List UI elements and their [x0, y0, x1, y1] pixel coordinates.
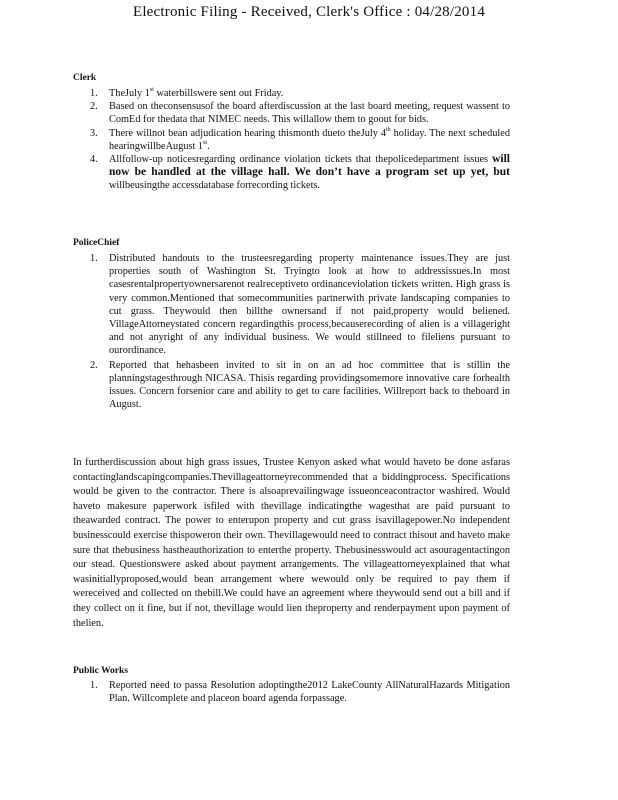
section-label-police-chief: PoliceChief — [73, 238, 120, 248]
filing-header: Electronic Filing - Received, Clerk's Office : 04/28/2014 — [132, 4, 486, 20]
list-item: 3. There willnot bean adjudication hearing thismonth dueto theJuly 4th holiday. The next scheduled hearingwillbeAugust 1st. — [90, 126, 511, 152]
list-item: 2. Based on theconsensusof the board afterdiscussion at the last board meeting, request wassent to ComEd for thedata that NIMEC needs. This willallow them to goout for bids. — [90, 101, 510, 126]
list-item: 4. Allfollow-up noticesregarding ordinance violation tickets that thepolicedepartment issues will now be handled at the village hall. We don’t have a program set up yet, but willbeusingthe accessdatabase forrecording tickets. — [90, 153, 510, 192]
public-works-list — [90, 679, 510, 705]
list-item: 1. Reported need to passa Resolution adoptingthe2012 LakeCounty AllNaturalHazards Mitigation Plan. Willcomplete and placeon board agenda forpassage. — [90, 680, 510, 705]
clerk-list — [90, 87, 511, 193]
list-item: 1. Distributed handouts to the trusteesregarding property maintenance issues.They are just properties south of Washington St. Tryingto look at how to addressissues.In most casesrentalpropertyownersarenot realreceptiveto ordinanceviolation tickets written. High grass is very common.Mentioned that somecommunities partnerwith private landscaping companies to cut grass. Theywould then billthe ownersand if not paid,property would beliened. VillageAttorneystated concern regardingthis process,becauserecording of alien is a villageright and not anyright of any individual business. We would stillneed to fileliens pursuant to ourordinance. — [90, 253, 510, 357]
bold-note: will now be handled at the village hall. We don’t have a program set up yet, but — [109, 153, 510, 179]
section-label-public-works: Public Works — [73, 666, 128, 676]
list-item: 2. Reported that hehasbeen invited to sit in on an ad hoc committee that is stillin the planningstagesthrough NICASA. Thisis regarding providingsomemore innovative care forhealth issues. Concern forsenior care and ability to get to care facilities. Willreport back to theboard in August. — [90, 359, 510, 411]
discussion-paragraph: In furtherdiscussion about high grass issues, Trustee Kenyon asked what would haveto be done asfaras contactinglandscapingcompanies.Thevillageattorneyrecommended that a biddingprocess. Specifications would be given to the contractor. There is alsoaprevailingwage issueonceacontractor washired. Would haveto makesure paperwork isfiled with thevillage indicatingthe wagesthat are paid pursuant to theawarded contract. The power to enterupon property and cut grass isavillagepower.No independent businesscould exercise thispoweron their own. Thevillagewould need to contract thisout and haveto make sure that thebusiness hastheauthorization to enterthe property. Thebusinesswould act asouragentactingon our stead. Questionswere asked about payment arrangements. The villageattorneyexplained that what wasinitiallyproposed,would bean arrangement where wewould only be required to pay them if wereceived and collected on thebill.We could have an agreement where theywould send out a bill and if they collect on it fine, but if not, thevillage would lien theproperty and renderpayment upon payment of thelien. — [73, 457, 510, 629]
list-item: 1. TheJuly 1st waterbillswere sent out Friday. — [90, 87, 284, 99]
police-list — [90, 252, 510, 411]
section-label-clerk: Clerk — [73, 73, 97, 83]
